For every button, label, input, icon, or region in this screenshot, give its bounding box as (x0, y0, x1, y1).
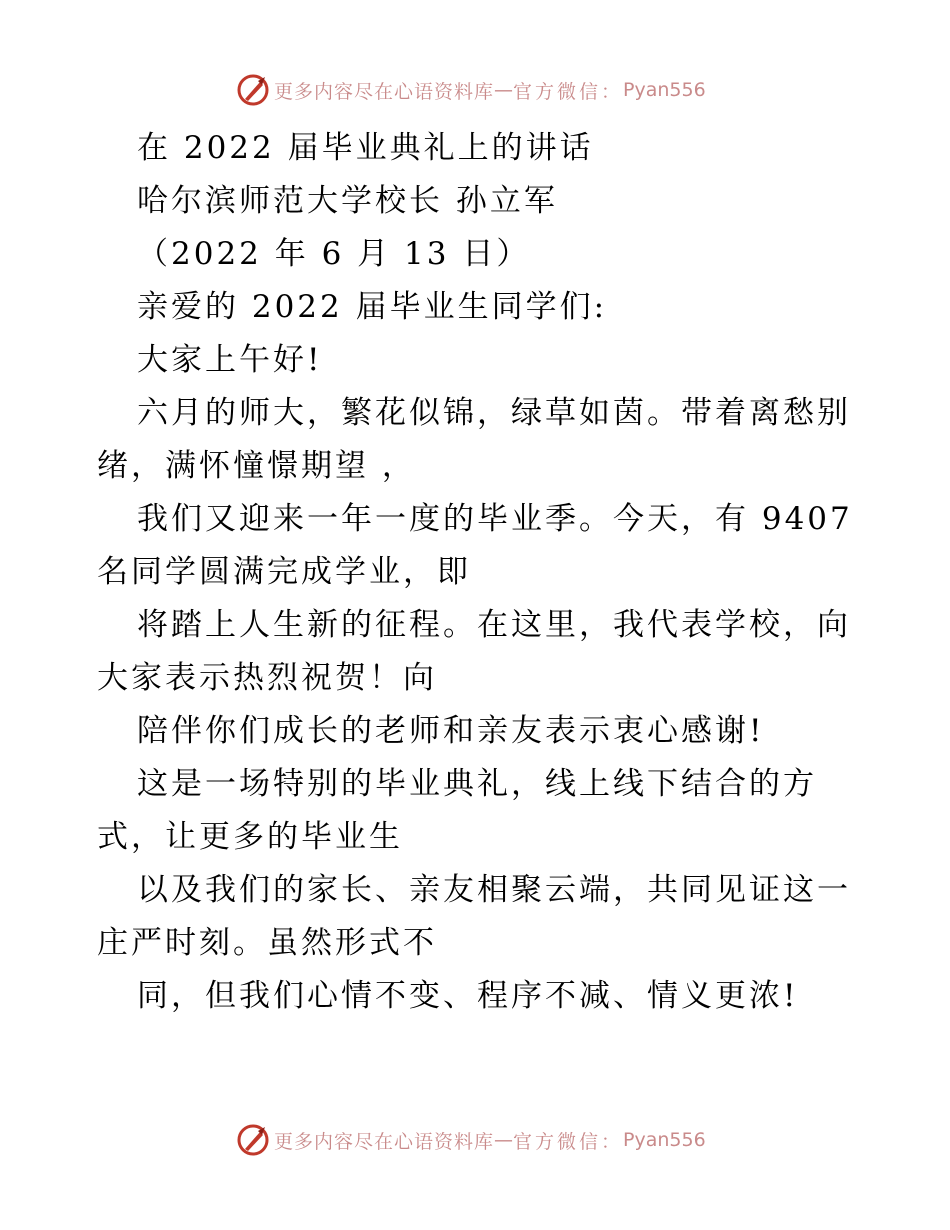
watermark-site-text: 更多内容尽在心语资料库 (274, 1130, 495, 1153)
watermark-separator: — (494, 1129, 514, 1151)
header-watermark (236, 72, 706, 108)
greeting: 大家上午好! (137, 342, 323, 378)
paragraph-line: 名同学圆满完成学业，即 (97, 554, 471, 590)
speaker-line: 哈尔滨师范大学校长 孙立军 (137, 183, 558, 219)
salutation: 亲爱的 2022 届毕业生同学们: (137, 289, 608, 325)
watermark-site-text: 更多内容尽在心语资料库 (274, 80, 495, 103)
paragraph-line: 陪伴你们成长的老师和亲友表示衷心感谢! (137, 713, 765, 749)
speech-document (97, 122, 857, 1023)
paragraph-line: 式，让更多的毕业生 (97, 819, 403, 855)
paragraph-line: 将踏上人生新的征程。在这里，我代表学校，向 (137, 607, 851, 643)
paragraph-line: 大家表示热烈祝贺！向 (97, 660, 437, 696)
paragraph-line: 这是一场特别的毕业典礼，线上线下结合的方 (137, 766, 817, 802)
watermark-wechat-label: 官方微信： (513, 1130, 624, 1153)
paragraph-line: 绪，满怀憧憬期望 ， (97, 448, 416, 484)
watermark-wechat-id: Pyan556 (623, 1129, 706, 1151)
paragraph-line: 六月的师大，繁花似锦，绿草如茵。带着离愁别 (137, 395, 851, 431)
quill-logo-icon (236, 73, 270, 107)
paragraph-line: 我们又迎来一年一度的毕业季。今天，有 9407 (137, 501, 853, 537)
speech-date: （2022 年 6 月 13 日） (137, 236, 531, 272)
watermark-wechat-label: 官方微信： (513, 80, 624, 103)
paragraph-line: 庄严时刻。虽然形式不 (97, 925, 437, 961)
watermark-wechat-id: Pyan556 (623, 79, 706, 101)
footer-watermark (236, 1122, 706, 1158)
watermark-separator: — (494, 79, 514, 101)
quill-logo-icon (236, 1123, 270, 1157)
paragraph-line: 同，但我们心情不变、程序不减、情义更浓! (137, 978, 799, 1014)
paragraph-line: 以及我们的家长、亲友相聚云端，共同见证这一 (137, 872, 851, 908)
speech-title: 在 2022 届毕业典礼上的讲话 (137, 130, 594, 166)
